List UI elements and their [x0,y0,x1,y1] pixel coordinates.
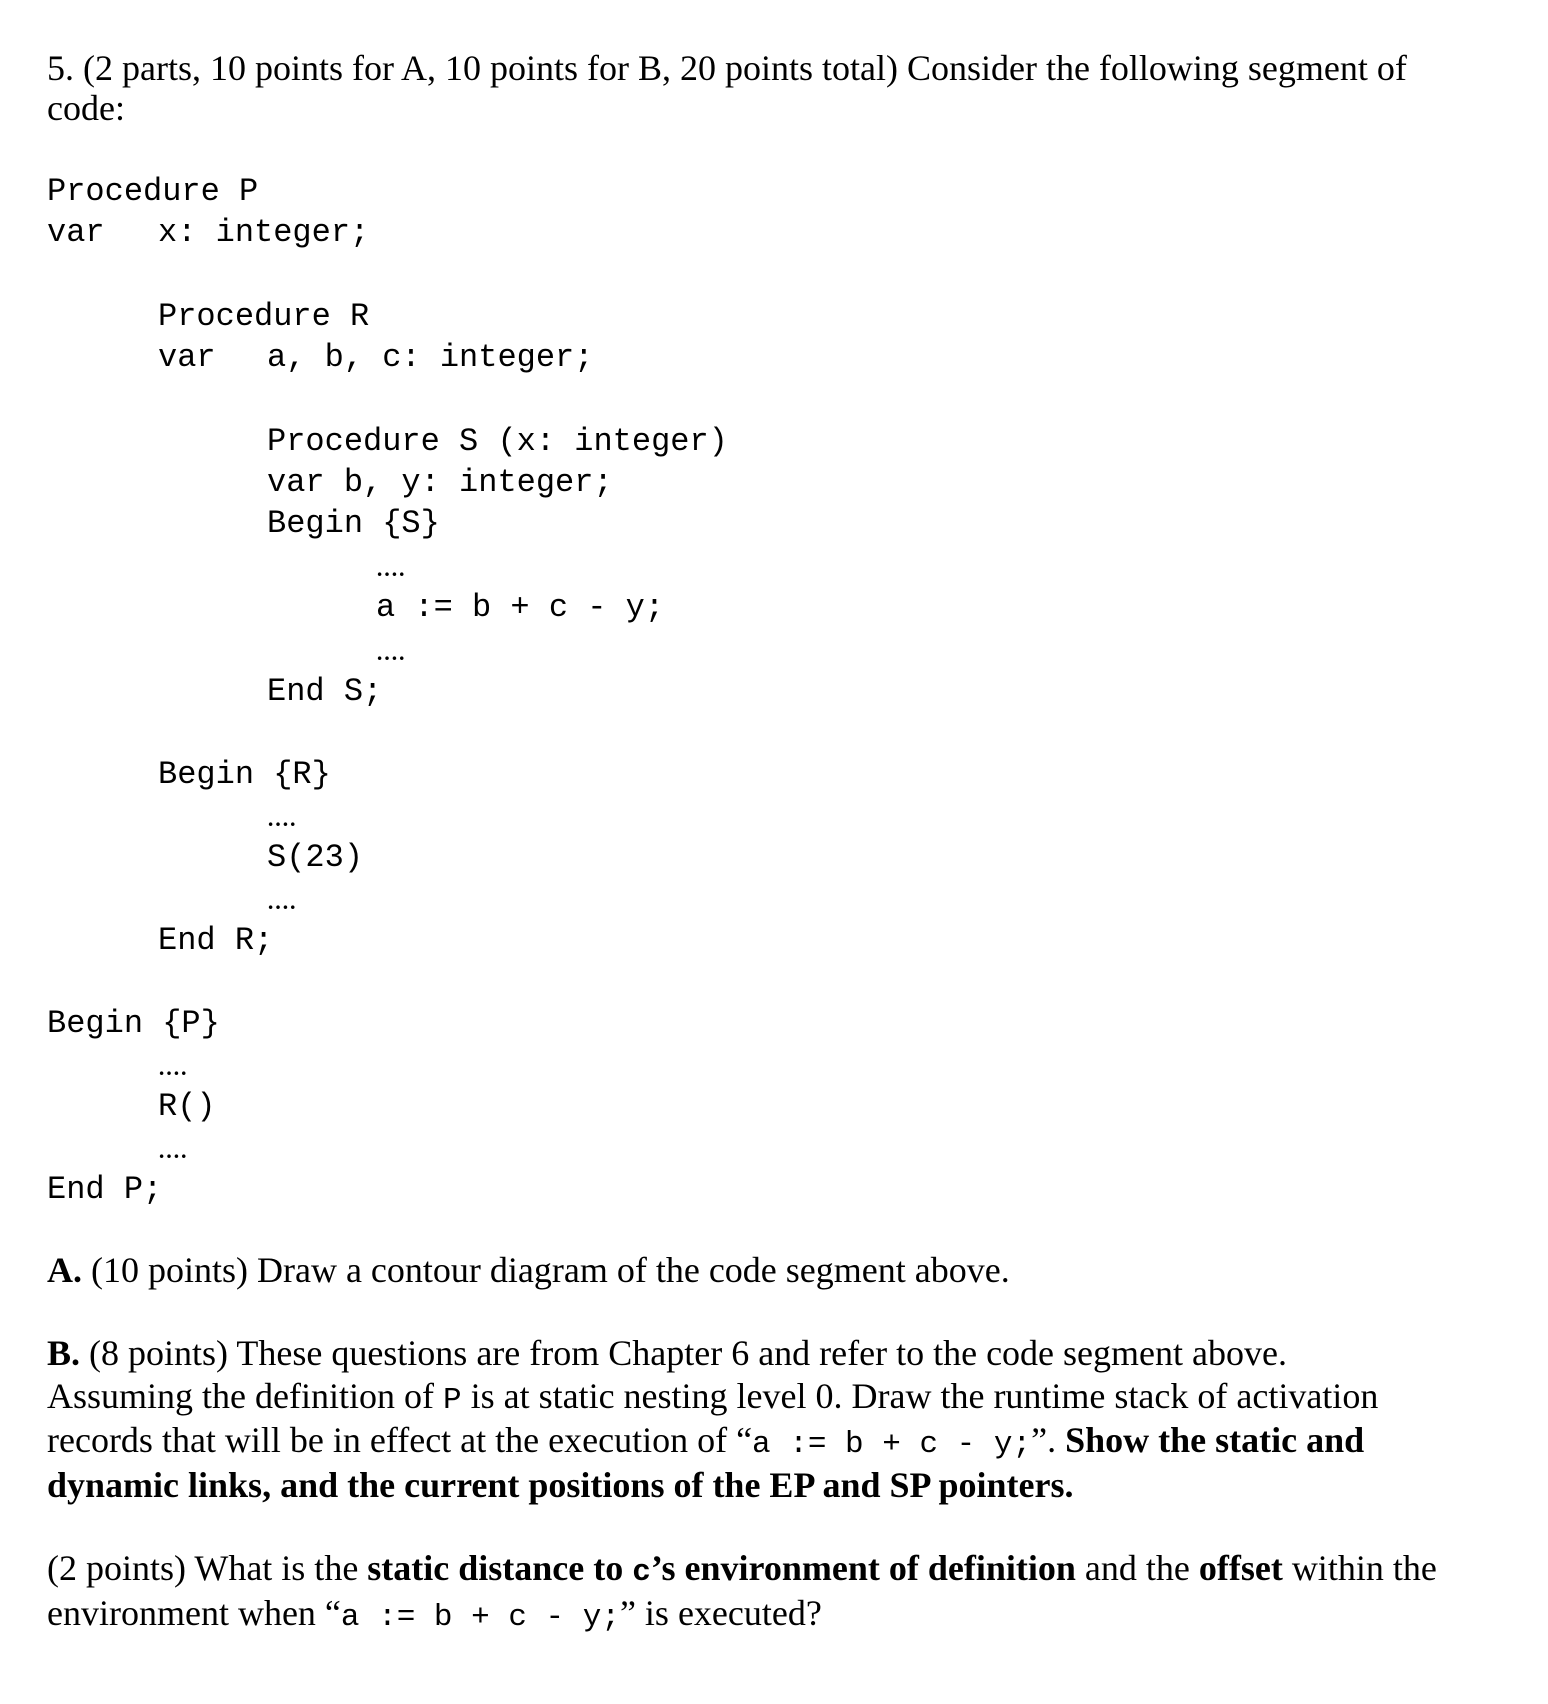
part-b-line4: dynamic links, and the current positions of the EP and SP pointers. [47,1465,1074,1505]
code-r-begin: Begin {R} [158,756,331,793]
question-header-line1: 5. (2 parts, 10 points for A, 10 points for B, 20 points total) Consider the following segment of [47,48,1407,88]
code-r-ellipsis-2: …. [267,889,297,914]
code-r-decl: Procedure R [158,298,370,335]
code-p-var-keyword: var [47,214,105,251]
part-b-label: B. [47,1333,81,1373]
code-p-call: R() [158,1088,216,1125]
code-s-ellipsis-1: …. [376,556,406,581]
question-header-line2: code: [47,88,125,128]
code-s-end: End S; [267,673,383,710]
code-r-var: a, b, c: integer; [267,339,594,376]
part-b2-line2: environment when “a := b + c - y;” is executed? [47,1593,822,1635]
code-r-end: End R; [158,922,274,959]
code-p-var: x: integer; [158,214,370,251]
code-p-end: End P; [47,1171,163,1208]
code-p-ellipsis-1: …. [158,1055,188,1080]
part-a-text: (10 points) Draw a contour diagram of the code segment above. [82,1250,1010,1290]
code-p-decl: Procedure P [47,173,259,210]
part-b-line2: Assuming the definition of P is at static nesting level 0. Draw the runtime stack of activation [47,1376,1379,1418]
part-b2-line1: (2 points) What is the static distance to c’s environment of definition and the offset within the [47,1548,1437,1590]
code-s-ellipsis-2: …. [376,640,406,665]
code-r-call: S(23) [267,839,364,876]
part-b-line3: records that will be in effect at the execution of “a := b + c - y;”. Show the static and [47,1420,1365,1462]
code-p-ellipsis-2: …. [158,1138,188,1163]
code-r-var-keyword: var [158,339,216,376]
code-s-begin: Begin {S} [267,505,440,542]
code-p-begin: Begin {P} [47,1005,220,1042]
code-s-var: var b, y: integer; [267,464,613,501]
part-b-line1: B. (8 points) These questions are from Chapter 6 and refer to the code segment above. [47,1333,1287,1373]
code-s-decl: Procedure S (x: integer) [267,423,728,460]
part-a-question [47,1248,1010,1292]
code-s-statement: a := b + c - y; [376,589,665,626]
part-a-label: A. [47,1250,82,1290]
code-r-ellipsis-1: …. [267,806,297,831]
